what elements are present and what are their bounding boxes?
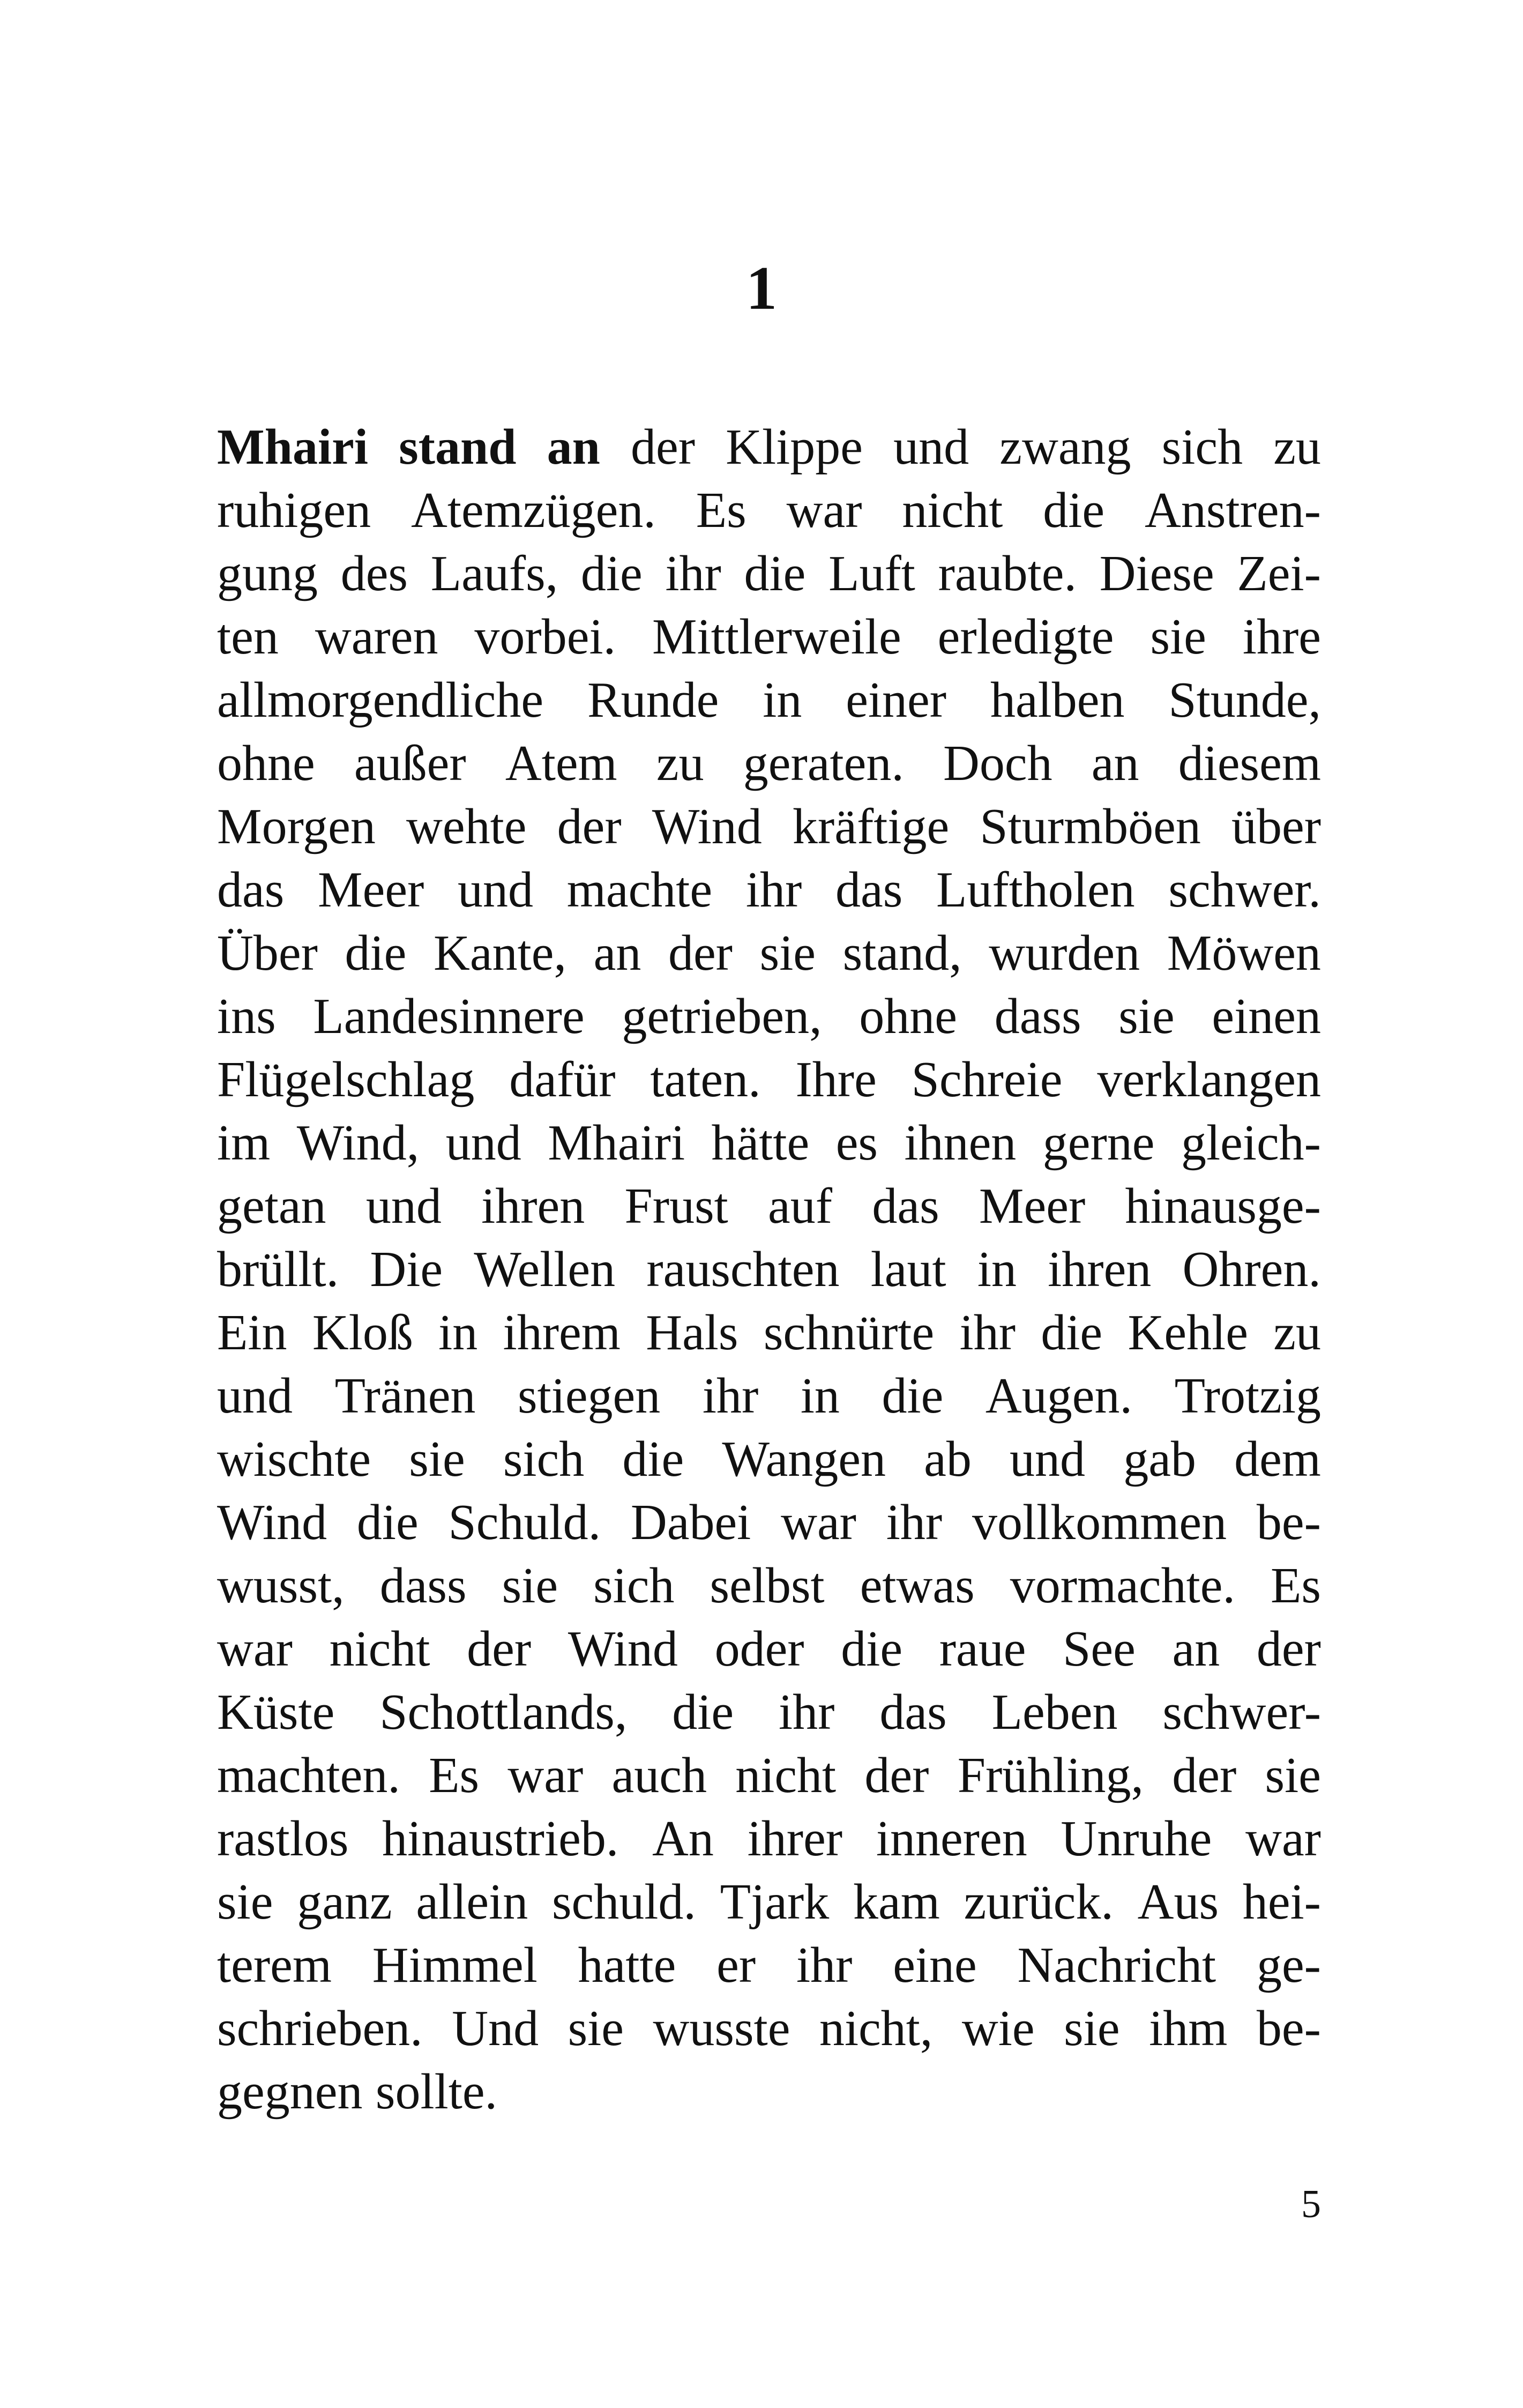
word: ihre — [1242, 609, 1321, 665]
word: ihr — [796, 1937, 853, 1993]
text-line — [217, 542, 1321, 605]
word: Schuld. — [448, 1495, 601, 1550]
word: schwer. — [1168, 862, 1321, 918]
word: Anstren- — [1145, 482, 1321, 538]
word: wischte — [217, 1431, 371, 1487]
word: der — [864, 1748, 929, 1803]
word: die — [1043, 482, 1105, 538]
word: machte — [566, 862, 713, 918]
word: außer — [354, 735, 466, 791]
word: Ein — [217, 1305, 287, 1361]
text-line — [217, 415, 1321, 479]
word: ab — [924, 1431, 972, 1487]
word: dass — [379, 1558, 467, 1614]
word: ihrer — [747, 1811, 843, 1867]
word: der — [1172, 1748, 1237, 1803]
word: Wangen — [722, 1431, 886, 1487]
word: in — [977, 1242, 1017, 1297]
word: sie — [1118, 989, 1175, 1044]
word: sich — [503, 1431, 585, 1487]
word: die — [622, 1431, 684, 1487]
word: schuld. — [551, 1874, 696, 1930]
word: eine — [893, 1937, 977, 1993]
word: sie — [1064, 2001, 1120, 2056]
word: taten. — [650, 1052, 761, 1108]
word: Kloß — [312, 1305, 413, 1361]
word: ohne — [217, 735, 315, 791]
word: Es — [429, 1748, 480, 1803]
word: Meer — [979, 1178, 1086, 1234]
word: ihr — [665, 546, 721, 601]
word: machten. — [217, 1748, 400, 1803]
word: der — [1256, 1621, 1321, 1677]
word: er — [716, 1937, 756, 1993]
word: Möwen — [1167, 925, 1321, 981]
word: sich — [593, 1558, 675, 1614]
word: hätte — [711, 1115, 810, 1171]
word: Zei- — [1237, 546, 1321, 601]
word: Wellen — [474, 1242, 616, 1297]
word: nicht, — [819, 2001, 933, 2056]
word: Diese — [1099, 546, 1214, 601]
word: ohne — [859, 989, 958, 1044]
word: Nachricht — [1017, 1937, 1216, 1993]
word: kam — [853, 1874, 940, 1930]
word: vormachte. — [1010, 1558, 1235, 1614]
word: das — [217, 862, 285, 918]
chapter-paragraph — [217, 415, 1321, 2123]
text-line — [217, 1681, 1321, 1744]
word: Die — [370, 1242, 443, 1297]
word: Hals — [646, 1305, 738, 1361]
word: in — [763, 672, 802, 728]
text-line — [217, 1364, 1321, 1428]
text-line — [217, 1554, 1321, 1617]
word: das — [879, 1684, 947, 1740]
word: an — [1172, 1621, 1220, 1677]
word: Stunde, — [1168, 672, 1321, 728]
word: zu — [1273, 1305, 1321, 1361]
word: die — [841, 1621, 903, 1677]
word: über — [1231, 799, 1321, 854]
text-line — [217, 985, 1321, 1048]
word: Ihre — [795, 1052, 877, 1108]
word: Leben — [991, 1684, 1118, 1740]
word: ganz — [297, 1874, 392, 1930]
word: an — [1091, 735, 1139, 791]
word: raue — [939, 1621, 1026, 1677]
word: ihrem — [503, 1305, 621, 1361]
word: die — [672, 1684, 734, 1740]
page-number: 5 — [1301, 2182, 1321, 2226]
word: wusste — [653, 2001, 790, 2056]
word: terem — [217, 1937, 332, 1993]
text-line — [217, 1301, 1321, 1364]
word: sie — [217, 1874, 273, 1930]
text-line — [217, 1807, 1321, 1870]
word: ihnen — [904, 1115, 1017, 1171]
word: die — [345, 925, 407, 981]
word: Wind, — [296, 1115, 420, 1171]
text-line — [217, 479, 1321, 542]
word: der — [631, 419, 696, 475]
text-line — [217, 1617, 1321, 1681]
word: sie — [409, 1431, 465, 1487]
word: das — [872, 1178, 939, 1234]
word: brüllt. — [217, 1242, 339, 1297]
text-line — [217, 858, 1321, 921]
word: sie — [759, 925, 816, 981]
word: Wind — [652, 799, 762, 854]
word: getrieben, — [622, 989, 822, 1044]
word: wie — [961, 2001, 1035, 2056]
word: wehte — [406, 799, 527, 854]
word: sollte. — [375, 2064, 498, 2120]
word: raubte. — [938, 546, 1077, 601]
word: und — [893, 419, 969, 475]
text-line — [217, 1870, 1321, 1934]
word: Tjark — [720, 1874, 830, 1930]
word: der — [557, 799, 622, 854]
word: Wind — [217, 1495, 327, 1550]
word: dafür — [509, 1052, 616, 1108]
word: es — [835, 1115, 878, 1171]
word: Dabei — [630, 1495, 751, 1550]
word: schnürte — [763, 1305, 935, 1361]
word: be- — [1256, 1495, 1321, 1550]
word: war — [781, 1495, 856, 1550]
word: selbst — [710, 1558, 825, 1614]
word: des — [340, 546, 408, 601]
word: der — [467, 1621, 532, 1677]
word: hinaustrieb. — [382, 1811, 619, 1867]
word: Augen. — [985, 1368, 1133, 1424]
word: zwang — [999, 419, 1131, 475]
word: Flügelschlag — [217, 1052, 475, 1108]
word: an — [593, 925, 641, 981]
word: oder — [714, 1621, 804, 1677]
word: in — [438, 1305, 478, 1361]
word: allein — [416, 1874, 528, 1930]
word: zu — [656, 735, 704, 791]
word: wusst, — [217, 1558, 345, 1614]
word: gab — [1123, 1431, 1196, 1487]
word: ruhigen — [217, 482, 371, 538]
word: Laufs, — [430, 546, 558, 601]
word: gleich- — [1181, 1115, 1321, 1171]
word: laut — [870, 1242, 946, 1297]
word: halben — [990, 672, 1125, 728]
word: verklangen — [1097, 1052, 1321, 1108]
text-line — [217, 732, 1321, 795]
word: war — [1245, 1811, 1321, 1867]
word: und — [458, 862, 534, 918]
word: Luftholen — [936, 862, 1135, 918]
word: der — [668, 925, 733, 981]
text-line — [217, 1744, 1321, 1807]
word: inneren — [876, 1811, 1027, 1867]
text-line — [217, 795, 1321, 858]
word: sie — [1265, 1748, 1321, 1803]
word: war — [786, 482, 862, 538]
word: gerne — [1042, 1115, 1155, 1171]
word: zurück. — [964, 1874, 1114, 1930]
word: hatte — [578, 1937, 676, 1993]
text-line — [217, 921, 1321, 985]
text-line — [217, 1997, 1321, 2060]
word: zu — [1273, 419, 1321, 475]
word: hei- — [1242, 1874, 1321, 1930]
word: die — [882, 1368, 944, 1424]
word: allmorgendliche — [217, 672, 544, 728]
text-line — [217, 1934, 1321, 1997]
word: geraten. — [743, 735, 904, 791]
word: rastlos — [217, 1811, 349, 1867]
word: ins — [217, 989, 276, 1044]
word: die — [1041, 1305, 1103, 1361]
text-line — [217, 605, 1321, 668]
word: Mhairi — [548, 1115, 685, 1171]
word: und — [217, 1368, 293, 1424]
word: und — [1010, 1431, 1086, 1487]
word: waren — [315, 609, 438, 665]
word: Schottlands, — [379, 1684, 628, 1740]
word: ihr — [745, 862, 802, 918]
word: Schreie — [911, 1052, 1063, 1108]
word: be- — [1256, 2001, 1321, 2056]
text-line — [217, 1175, 1321, 1238]
word: Himmel — [372, 1937, 537, 1993]
word: diesem — [1178, 735, 1321, 791]
word: Ohren. — [1182, 1242, 1321, 1297]
word: und — [445, 1115, 521, 1171]
word: und — [365, 1178, 442, 1234]
word: Es — [696, 482, 746, 538]
word: Unruhe — [1061, 1811, 1212, 1867]
word: kräftige — [792, 799, 950, 854]
word: das — [835, 862, 903, 918]
word: An — [652, 1811, 714, 1867]
word: Morgen — [217, 799, 376, 854]
word: schrieben. — [217, 2001, 423, 2056]
word: auf — [768, 1178, 833, 1234]
word: Mittlerweile — [652, 609, 901, 665]
bold-opening-word: Mhairi — [217, 419, 368, 475]
word: Tränen — [334, 1368, 476, 1424]
text-line — [217, 1491, 1321, 1554]
word: Kehle — [1128, 1305, 1248, 1361]
word: wurden — [989, 925, 1140, 981]
word: Luft — [828, 546, 915, 601]
word: Atem — [505, 735, 617, 791]
word: die — [744, 546, 806, 601]
word: sich — [1161, 419, 1243, 475]
chapter-number: 1 — [746, 254, 777, 323]
word: im — [217, 1115, 271, 1171]
word: Atemzügen. — [411, 482, 656, 538]
word: Runde — [587, 672, 719, 728]
word: vorbei. — [474, 609, 616, 665]
word: Meer — [318, 862, 424, 918]
word: ihr — [886, 1495, 943, 1550]
word: Klippe — [726, 419, 863, 475]
word: rauschten — [646, 1242, 840, 1297]
word: sie — [1150, 609, 1206, 665]
text-line — [217, 1428, 1321, 1491]
word: Über — [217, 925, 318, 981]
word: einen — [1212, 989, 1321, 1044]
word: Küste — [217, 1684, 335, 1740]
word: See — [1063, 1621, 1136, 1677]
word: Doch — [943, 735, 1052, 791]
text-line — [217, 1048, 1321, 1111]
word: dass — [994, 989, 1081, 1044]
text-line — [217, 668, 1321, 732]
word: war — [507, 1748, 584, 1803]
word: nicht — [329, 1621, 430, 1677]
word: Und — [452, 2001, 539, 2056]
word: einer — [846, 672, 947, 728]
text-line — [217, 1111, 1321, 1175]
word: Trotzig — [1174, 1368, 1321, 1424]
word: vollkommen — [972, 1495, 1227, 1550]
word: Es — [1270, 1558, 1321, 1614]
word: ge- — [1256, 1937, 1321, 1993]
word: hinausge- — [1125, 1178, 1321, 1234]
word: gegnen — [217, 2064, 363, 2120]
word: erledigte — [937, 609, 1114, 665]
word: stand, — [842, 925, 962, 981]
bold-opening-word: an — [547, 419, 600, 475]
word: Kante, — [434, 925, 566, 981]
bold-opening-word: stand — [399, 419, 517, 475]
word: Frühling, — [957, 1748, 1144, 1803]
word: etwas — [860, 1558, 975, 1614]
word: Wind — [568, 1621, 678, 1677]
word: war — [217, 1621, 293, 1677]
word: die — [580, 546, 643, 601]
word: schwer- — [1162, 1684, 1321, 1740]
word: nicht — [902, 482, 1003, 538]
word: ihm — [1149, 2001, 1228, 2056]
word: ten — [217, 609, 279, 665]
word: auch — [611, 1748, 707, 1803]
word: nicht — [735, 1748, 837, 1803]
word: Landesinnere — [313, 989, 585, 1044]
word: ihr — [779, 1684, 835, 1740]
word: sie — [568, 2001, 624, 2056]
word: sie — [502, 1558, 558, 1614]
word: in — [800, 1368, 840, 1424]
word: stiegen — [518, 1368, 661, 1424]
word: Frust — [624, 1178, 728, 1234]
word: Sturmböen — [980, 799, 1201, 854]
word: die — [356, 1495, 419, 1550]
word: getan — [217, 1178, 326, 1234]
word: ihr — [959, 1305, 1016, 1361]
text-line — [217, 1238, 1321, 1301]
text-line — [217, 2060, 1321, 2123]
word: dem — [1234, 1431, 1321, 1487]
word: gung — [217, 546, 318, 601]
word: Aus — [1137, 1874, 1219, 1930]
word: ihr — [702, 1368, 759, 1424]
word: ihren — [481, 1178, 585, 1234]
word: ihren — [1048, 1242, 1152, 1297]
